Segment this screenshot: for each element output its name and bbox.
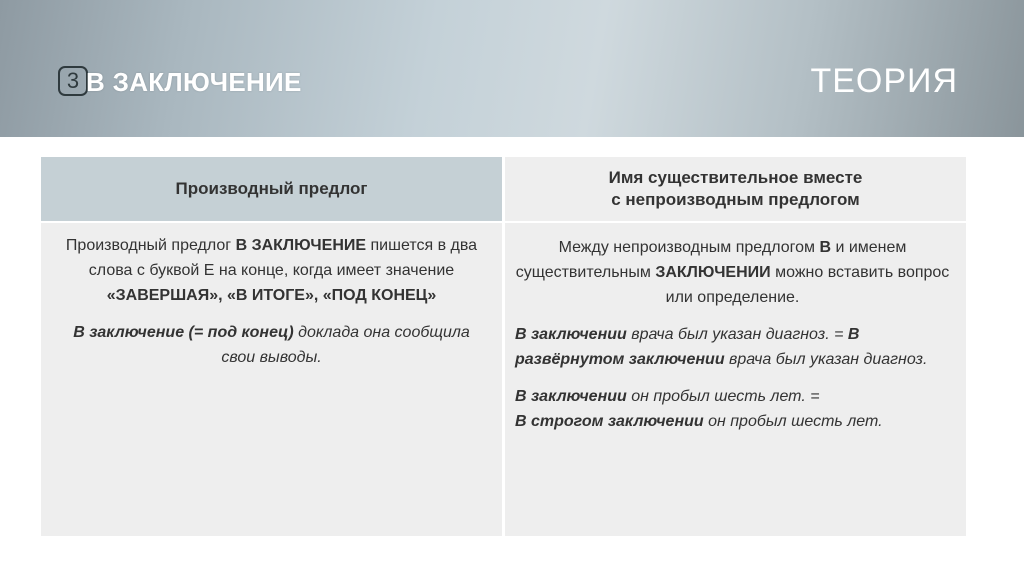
left-column <box>41 157 502 536</box>
right-column-heading <box>505 157 966 221</box>
emphasis: «ЗАВЕРШАЯ», «В ИТОГЕ», «ПОД КОНЕЦ» <box>106 287 437 304</box>
example-emphasis: В заключении <box>515 326 627 343</box>
header-banner <box>0 0 1024 137</box>
text: Производный предлог <box>65 237 236 254</box>
right-column <box>505 157 966 536</box>
right-rule-paragraph <box>515 235 950 310</box>
left-column-body <box>41 223 502 536</box>
left-example-paragraph <box>57 320 486 370</box>
text: можно вставить вопрос или определение. <box>665 264 950 306</box>
right-example-2 <box>515 384 950 434</box>
example-text: врача был указан диагноз. <box>724 351 928 368</box>
text: Между непроизводным предлогом <box>558 239 820 256</box>
right-column-body <box>505 223 966 536</box>
section-label: ТЕОРИЯ <box>810 62 958 100</box>
section-title: В ЗАКЛЮЧЕНИЕ <box>86 67 302 97</box>
example-text: врача был указан диагноз. = <box>626 326 848 343</box>
text: и именем существительным <box>515 239 907 281</box>
section-number-badge <box>58 66 88 96</box>
right-heading-line: с непроизводным предлогом <box>611 190 860 209</box>
left-rule-paragraph <box>57 233 486 308</box>
example-text: доклада она сообщила свои выводы. <box>221 324 470 366</box>
example-text: он пробыл шесть лет. <box>703 413 883 430</box>
example-emphasis: В заключении <box>515 388 627 405</box>
text: пишется в два слова с буквой Е на конце, когда имеет значение <box>88 237 478 279</box>
example-emphasis: В заключение (= под конец) <box>73 324 294 341</box>
example-emphasis: В строгом заключении <box>515 413 704 430</box>
emphasis: В ЗАКЛЮЧЕНИЕ <box>235 237 367 254</box>
left-column-heading: Производный предлог <box>41 157 502 221</box>
right-heading-line: Имя существительное вместе <box>608 168 863 187</box>
example-text: он пробыл шесть лет. = <box>626 388 820 405</box>
emphasis: В <box>819 239 831 256</box>
section-number: 3 <box>66 68 80 93</box>
emphasis: ЗАКЛЮЧЕНИИ <box>655 264 771 281</box>
right-example-1 <box>515 322 950 372</box>
example-emphasis: В развёрнутом заключении <box>515 326 860 368</box>
